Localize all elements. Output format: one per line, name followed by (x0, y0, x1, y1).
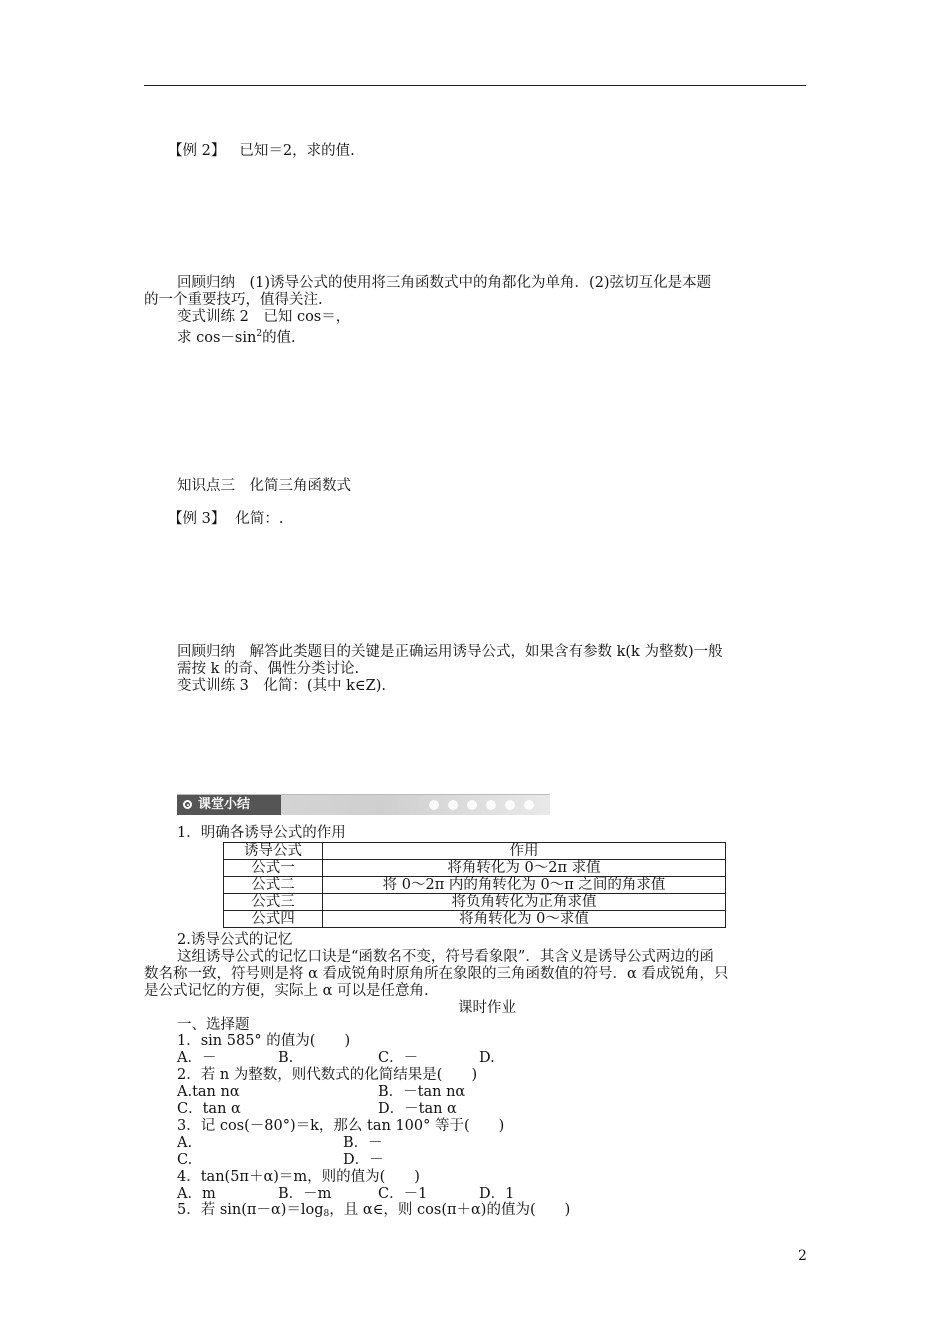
variant-2-line2-pre: 求 cos－sin (177, 330, 257, 346)
question-3-option-d: D．－ (343, 1152, 384, 1168)
decor-dot-icon (486, 800, 496, 810)
table-cell: 公式一 (224, 860, 323, 877)
section-3-title: 知识点三 化简三角函数式 (177, 478, 351, 494)
question-3-option-a: A. (177, 1135, 193, 1151)
example-2-text: 已知＝2，求的值. (239, 143, 355, 159)
formula-table (223, 842, 726, 928)
review-1-line1: 回顾归纳 (1)诱导公式的使用将三角函数式中的角都化为单角．(2)弦切互化是本题 (177, 275, 712, 291)
table-cell: 将 0～2π 内的角转化为 0～π 之间的角求值 (323, 877, 726, 894)
question-4-option-c: C．－1 (378, 1186, 428, 1202)
question-5-stem (177, 1202, 570, 1223)
variant-2-line1: 变式训练 2 已知 cos＝， (177, 309, 351, 325)
question-4-option-a: A．m (177, 1186, 216, 1202)
question-5-stem-post: ，且 α∈，则 cos(π＋α)的值为( ) (329, 1202, 571, 1218)
table-cell: 将角转化为 0～求值 (323, 911, 726, 928)
question-2-option-d: D．－tan α (378, 1101, 457, 1117)
review-3-line1: 回顾归纳 解答此类题目的关键是正确运用诱导公式，如果含有参数 k(k 为整数)一般 (177, 644, 723, 660)
example-3-text: 化简：. (235, 511, 284, 527)
homework-title: 课时作业 (458, 1000, 516, 1016)
question-2-option-b: B．－tan nα (378, 1084, 466, 1100)
summary-item-1: 1．明确各诱导公式的作用 (177, 825, 346, 841)
question-1-stem: 1．sin 585° 的值为( ) (177, 1033, 351, 1049)
variant-2-line2-post: 的值. (262, 330, 296, 346)
decor-dot-icon (429, 800, 439, 810)
table-cell: 公式三 (224, 894, 323, 911)
question-4-option-d: D．1 (479, 1186, 515, 1202)
question-4-option-b: B．－m (278, 1186, 332, 1202)
header-rule (144, 85, 806, 86)
variant-2-exponent: 2 (256, 329, 263, 339)
question-2-stem: 2．若 n 为整数，则代数式的化简结果是( ) (177, 1067, 478, 1083)
homework-section: 一、选择题 (177, 1017, 250, 1033)
question-3-option-b: B．－ (343, 1135, 383, 1151)
review-3-line2: 需按 k 的奇、偶性分类讨论. (177, 661, 360, 677)
table-row (224, 860, 726, 877)
target-icon (183, 800, 192, 809)
example-2 (168, 143, 355, 160)
summary-banner (177, 794, 550, 815)
table-row (224, 894, 726, 911)
example-3 (168, 511, 283, 528)
summary-item-2-line3: 是公式记忆的方便，实际上 α 可以是任意角. (144, 983, 429, 999)
summary-item-2-title: 2.诱导公式的记忆 (177, 932, 293, 948)
summary-item-2-line2: 数名称一致，符号则是将 α 看成锐角时原角所在象限的三角函数值的符号．α 看成锐角，只 (144, 966, 729, 982)
question-1-option-d: D. (479, 1050, 495, 1066)
review-1-line2: 的一个重要技巧，值得关注. (144, 292, 323, 308)
table-row (224, 911, 726, 928)
table-row (224, 877, 726, 894)
table-cell: 公式二 (224, 877, 323, 894)
summary-item-2-line1: 这组诱导公式的记忆口诀是“函数名不变，符号看象限”．其含义是诱导公式两边的函 (177, 949, 714, 965)
decor-dot-icon (524, 800, 534, 810)
decor-dot-icon (467, 800, 477, 810)
table-header-cell: 诱导公式 (224, 843, 323, 860)
question-1-option-c: C．－ (378, 1050, 419, 1066)
question-4-stem: 4．tan(5π＋α)＝m，则的值为( ) (177, 1169, 420, 1185)
table-cell: 将负角转化为正角求值 (323, 894, 726, 911)
table-cell: 将角转化为 0～2π 求值 (323, 860, 726, 877)
question-1-option-b: B. (278, 1050, 294, 1066)
summary-banner-label: 课堂小结 (177, 795, 281, 815)
question-5-log-base: 8 (323, 1209, 330, 1219)
question-5-stem-pre: 5．若 sin(π－α)＝log (177, 1202, 324, 1218)
table-header-row (224, 843, 726, 860)
page-number: 2 (798, 1248, 807, 1264)
table-header-cell: 作用 (323, 843, 726, 860)
question-2-option-a: A.tan nα (177, 1084, 240, 1100)
variant-3: 变式训练 3 化简：(其中 k∈Z). (177, 678, 386, 694)
decor-dot-icon (505, 800, 515, 810)
example-3-tag: 【例 3】 (168, 511, 226, 527)
question-2-option-c: C．tan α (177, 1101, 241, 1117)
decor-dot-icon (448, 800, 458, 810)
example-2-tag: 【例 2】 (168, 143, 226, 159)
question-3-stem: 3．记 cos(－80°)＝k，那么 tan 100° 等于( ) (177, 1118, 505, 1134)
table-cell: 公式四 (224, 911, 323, 928)
question-3-option-c: C. (177, 1152, 193, 1168)
variant-2-line2 (177, 326, 296, 347)
question-1-option-a: A．－ (177, 1050, 217, 1066)
